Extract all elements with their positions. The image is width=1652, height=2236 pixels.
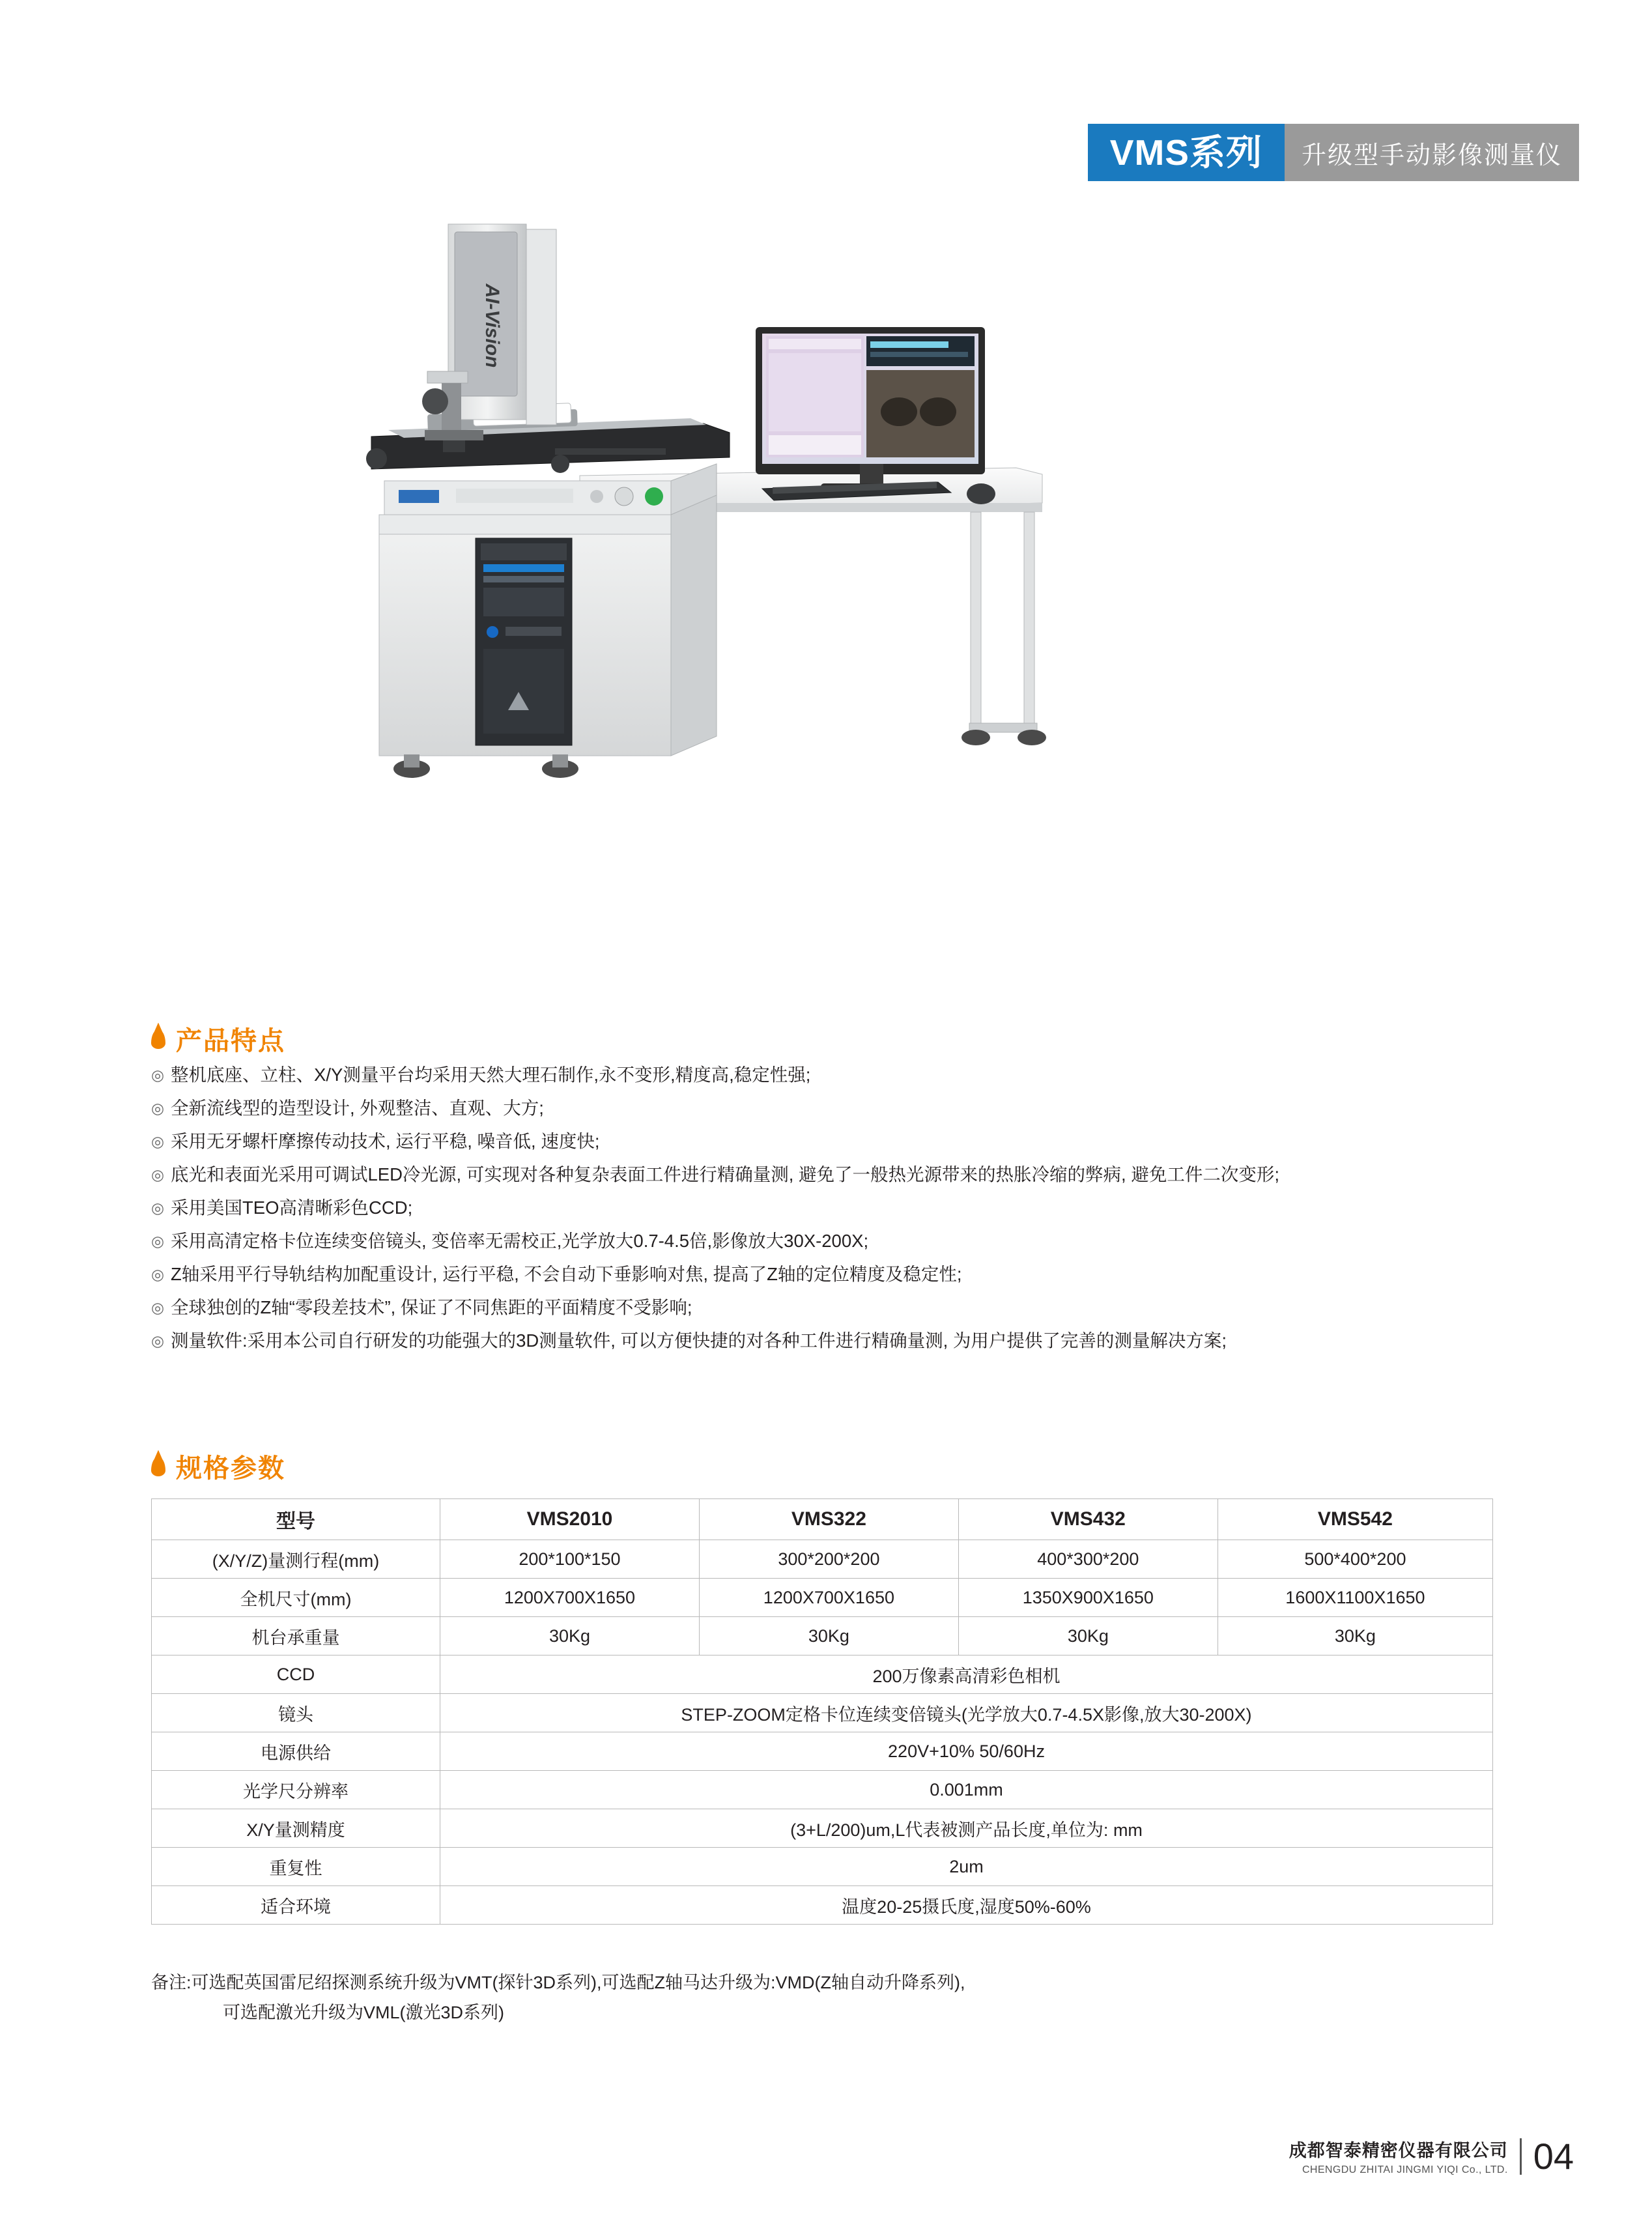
cell: 30Kg [440, 1617, 700, 1656]
page-header-banner [1088, 124, 1579, 181]
feature-text: 整机底座、立柱、X/Y测量平台均采用天然大理石制作,永不变形,精度高,稳定性强; [171, 1065, 811, 1085]
cell: 200*100*150 [440, 1540, 700, 1579]
cell: 1350X900X1650 [958, 1579, 1218, 1617]
specs-heading-label: 规格参数 [176, 1454, 285, 1483]
row-label: 重复性 [152, 1848, 440, 1886]
row-label: (X/Y/Z)量测行程(mm) [152, 1540, 440, 1579]
column-header: 型号 [152, 1499, 440, 1540]
company-name-en: CHENGDU ZHITAI JINGMI YIQI Co., LTD. [1302, 2164, 1508, 2175]
drop-icon [151, 1457, 165, 1476]
bullet-icon: ◎ [151, 1133, 165, 1150]
cell: 500*400*200 [1218, 1540, 1492, 1579]
cell: 1600X1100X1650 [1218, 1579, 1492, 1617]
column-header: VMS322 [699, 1499, 958, 1540]
cell: 30Kg [1218, 1617, 1492, 1656]
feature-text: 全球独创的Z轴“零段差技术”, 保证了不同焦距的平面精度不受影响; [171, 1297, 692, 1317]
row-label: CCD [152, 1656, 440, 1694]
specs-section-heading [151, 1448, 285, 1485]
row-label: 镜头 [152, 1694, 440, 1732]
column-header: VMS432 [958, 1499, 1218, 1540]
cell: 30Kg [958, 1617, 1218, 1656]
list-item [151, 1162, 1571, 1188]
cell: 300*200*200 [699, 1540, 958, 1579]
product-photo [365, 208, 1290, 951]
bullet-icon: ◎ [151, 1266, 165, 1283]
table-row [152, 1886, 1493, 1925]
bullet-icon: ◎ [151, 1299, 165, 1316]
bullet-icon: ◎ [151, 1233, 165, 1250]
bullet-icon: ◎ [151, 1100, 165, 1117]
note-line-2: 可选配激光升级为VML(激光3D系列) [223, 2003, 505, 2022]
table-row [152, 1771, 1493, 1809]
table-row [152, 1579, 1493, 1617]
list-item [151, 1261, 1571, 1287]
cell: STEP-ZOOM定格卡位连续变倍镜头(光学放大0.7-4.5X影像,放大30-200X) [440, 1694, 1493, 1732]
company-block [1289, 2136, 1508, 2176]
specifications-table [151, 1498, 1493, 1925]
features-section-heading [151, 1020, 285, 1057]
table-row [152, 1809, 1493, 1848]
header-subtitle: 升级型手动影像测量仪 [1285, 124, 1579, 181]
table-row [152, 1694, 1493, 1732]
table-row [152, 1540, 1493, 1579]
feature-text: 采用无牙螺杆摩擦传动技术, 运行平稳, 噪音低, 速度快; [171, 1131, 600, 1151]
row-label: 机台承重量 [152, 1617, 440, 1656]
list-item [151, 1295, 1571, 1321]
cell: 220V+10% 50/60Hz [440, 1732, 1493, 1771]
page-number: 04 [1533, 2135, 1574, 2177]
feature-text: Z轴采用平行导轨结构加配重设计, 运行平稳, 不会自动下垂影响对焦, 提高了Z轴的定位精度及稳定性; [171, 1264, 962, 1284]
list-item [151, 1328, 1571, 1354]
header-title: VMS系列 [1088, 124, 1285, 181]
list-item [151, 1128, 1571, 1154]
features-list [151, 1062, 1571, 1361]
bullet-icon: ◎ [151, 1199, 165, 1216]
feature-text: 采用美国TEO高清晰彩色CCD; [171, 1197, 413, 1218]
row-label: X/Y量测精度 [152, 1809, 440, 1848]
pc-tower [476, 538, 572, 745]
list-item [151, 1228, 1571, 1254]
table-row [152, 1732, 1493, 1771]
page-footer [1289, 2136, 1574, 2176]
svg-text:AI-Vision: AI-Vision [481, 283, 503, 368]
table-header-row [152, 1499, 1493, 1540]
cell: 1200X700X1650 [440, 1579, 700, 1617]
bullet-icon: ◎ [151, 1166, 165, 1183]
feature-text: 测量软件:采用本公司自行研发的功能强大的3D测量软件, 可以方便快捷的对各种工件进行精确量测, 为用户提供了完善的测量解决方案; [171, 1330, 1227, 1351]
company-name-cn: 成都智泰精密仪器有限公司 [1289, 2141, 1508, 2160]
column-header: VMS2010 [440, 1499, 700, 1540]
feature-text: 采用高清定格卡位连续变倍镜头, 变倍率无需校正,光学放大0.7-4.5倍,影像放大30X-200X; [171, 1231, 869, 1251]
table-row [152, 1617, 1493, 1656]
cell: 0.001mm [440, 1771, 1493, 1809]
cell: 200万像素高清彩色相机 [440, 1656, 1493, 1694]
cell: 30Kg [699, 1617, 958, 1656]
drop-icon [151, 1029, 165, 1049]
cell: 1200X700X1650 [699, 1579, 958, 1617]
column-header: VMS542 [1218, 1499, 1492, 1540]
cell: 温度20-25摄氏度,湿度50%-60% [440, 1886, 1493, 1925]
bullet-icon: ◎ [151, 1067, 165, 1083]
table-row [152, 1656, 1493, 1694]
list-item [151, 1195, 1571, 1221]
table-row [152, 1848, 1493, 1886]
row-label: 适合环境 [152, 1886, 440, 1925]
cell: 2um [440, 1848, 1493, 1886]
cell: 400*300*200 [958, 1540, 1218, 1579]
machine-control-base [384, 464, 717, 515]
list-item [151, 1062, 1571, 1088]
footer-divider [1520, 2138, 1522, 2175]
monitor [756, 327, 985, 491]
measuring-head-column [422, 224, 556, 452]
cell: (3+L/200)um,L代表被测产品长度,单位为: mm [440, 1809, 1493, 1848]
feature-text: 全新流线型的造型设计, 外观整洁、直观、大方; [171, 1098, 544, 1118]
row-label: 全机尺寸(mm) [152, 1579, 440, 1617]
feature-text: 底光和表面光采用可调试LED冷光源, 可实现对各种复杂表面工件进行精确量测, 避免了一般热光源带来的热胀冷缩的弊病, 避免工件二次变形; [171, 1164, 1279, 1184]
row-label: 电源供给 [152, 1732, 440, 1771]
table-note [151, 1968, 1519, 2028]
list-item [151, 1095, 1571, 1121]
note-line-1: 备注:可选配英国雷尼绍探测系统升级为VMT(探针3D系列),可选配Z轴马达升级为:VMD(Z轴自动升降系列), [151, 1973, 965, 1992]
row-label: 光学尺分辨率 [152, 1771, 440, 1809]
features-heading-label: 产品特点 [176, 1027, 285, 1055]
bullet-icon: ◎ [151, 1332, 165, 1349]
